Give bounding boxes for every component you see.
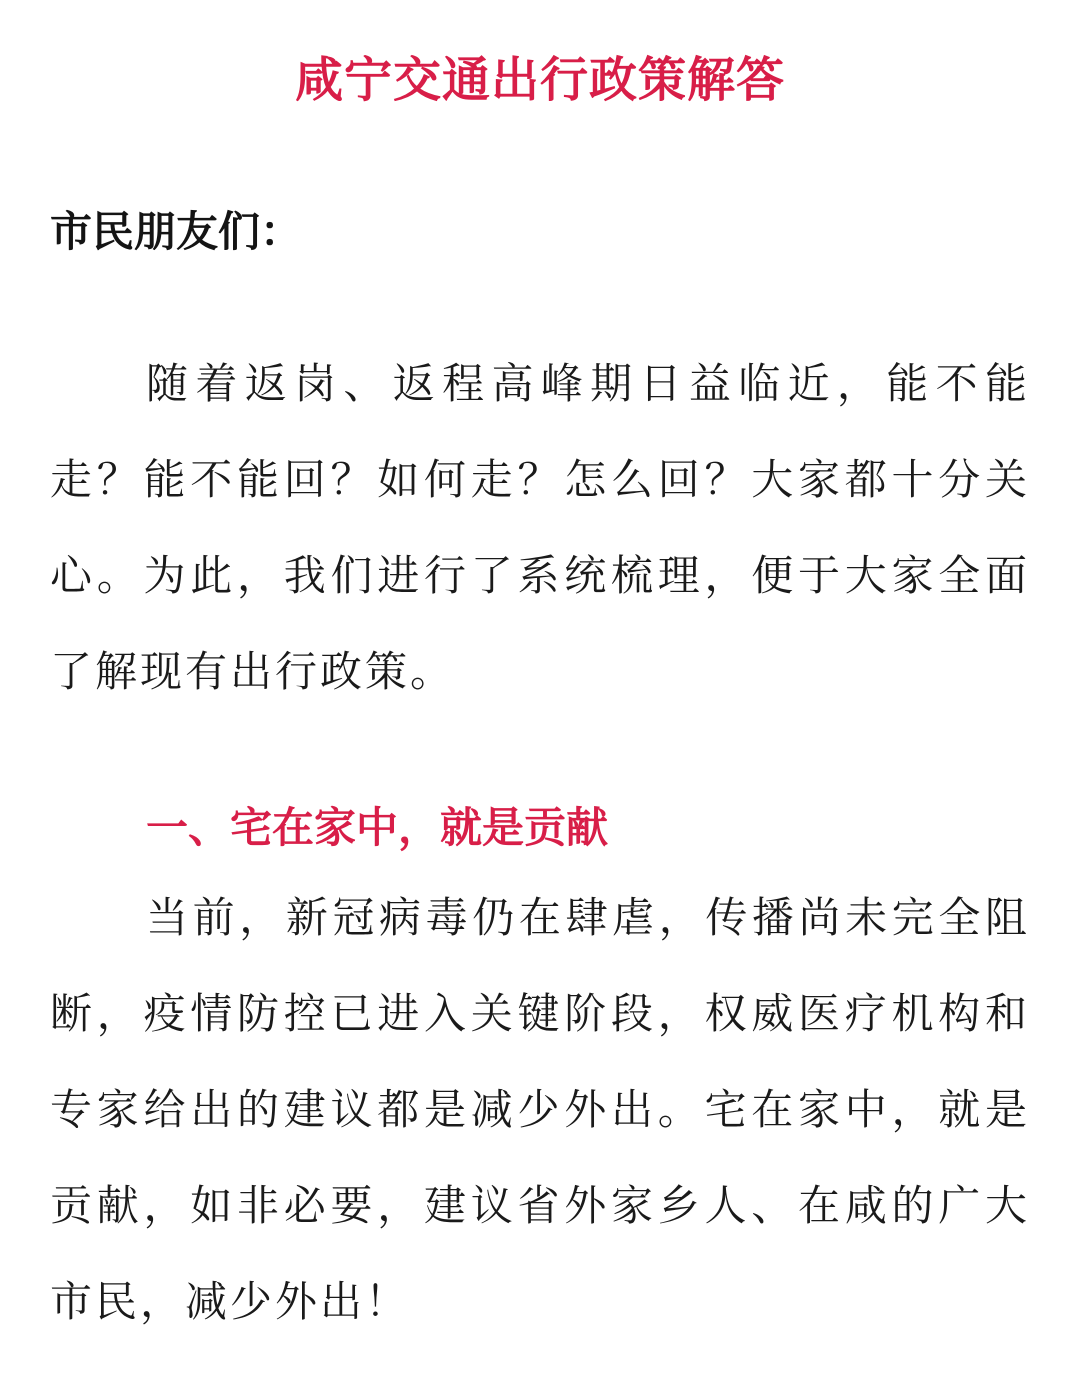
section-body-paragraph: 当前，新冠病毒仍在肆虐，传播尚未完全阻断，疫情防控已进入关键阶段，权威医疗机构和专家给出的建议都是减少外出。宅在家中，就是贡献，如非必要，建议省外家乡人、在咸的广大市民，减少外出！: [50, 893, 1030, 1326]
article-title: 咸宁交通出行政策解答: [294, 52, 785, 108]
greeting-text: 市民朋友们：: [50, 207, 303, 256]
intro-paragraph: 随着返岗、返程高峰期日益临近，能不能走？能不能回？如何走？怎么回？大家都十分关心。为此，我们进行了系统梳理，便于大家全面了解现有出行政策。: [50, 359, 1030, 696]
section-heading: 一、宅在家中，就是贡献: [146, 803, 609, 852]
